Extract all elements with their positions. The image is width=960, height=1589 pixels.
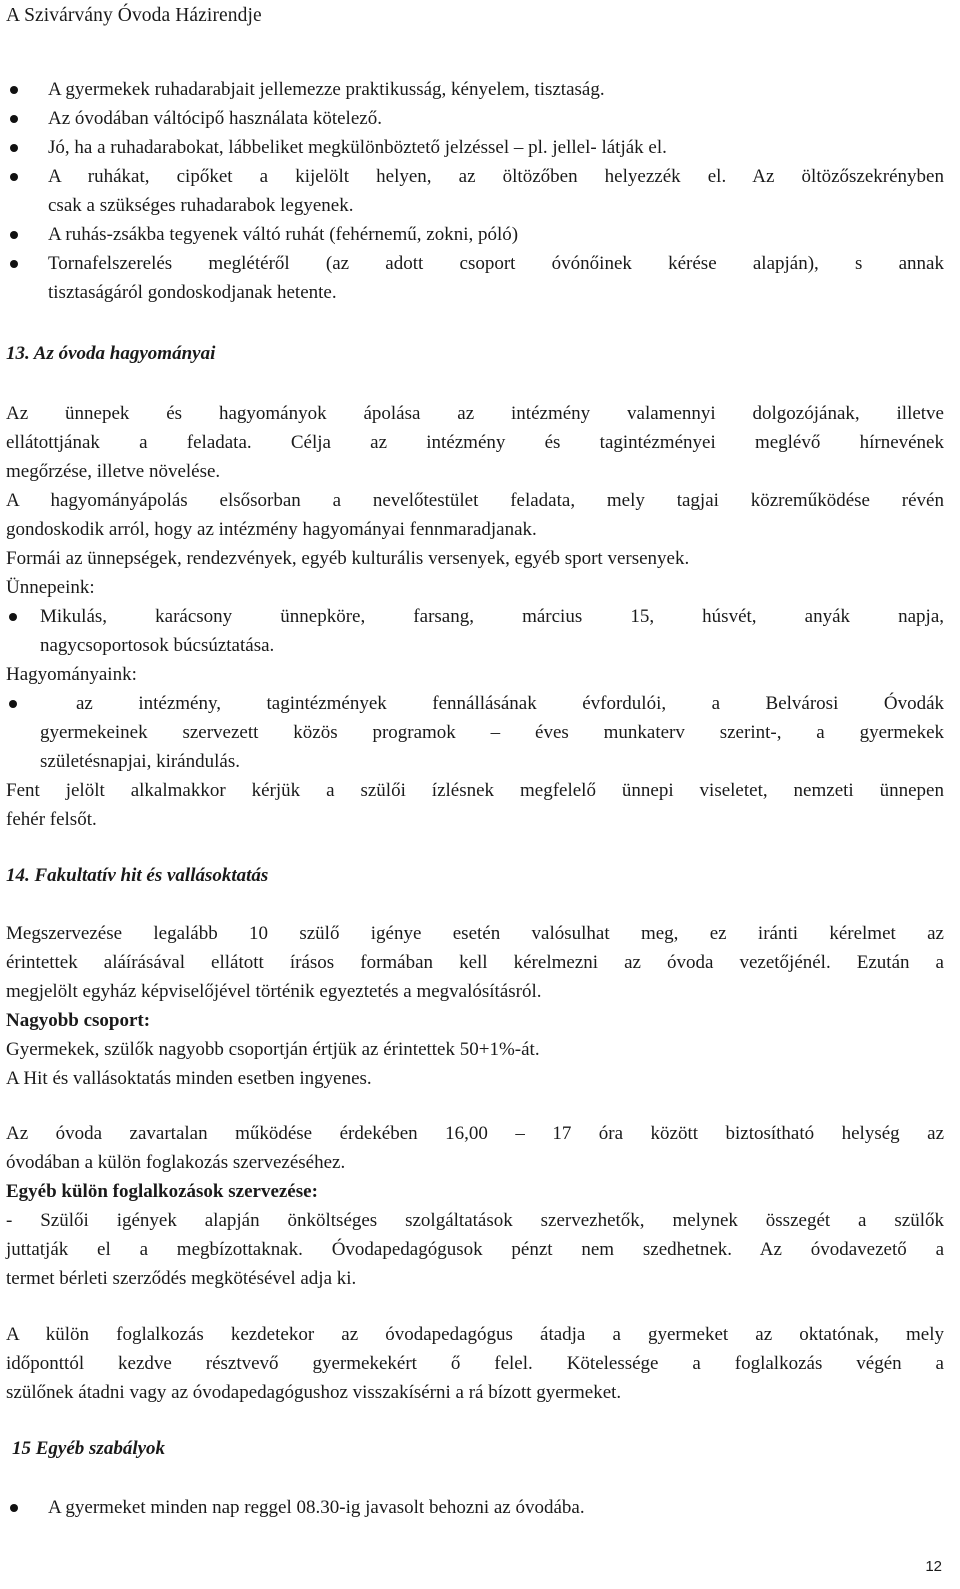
list-item: A ruhákat, cipőket a kijelölt helyen, az öltözőben helyezzék el. Az öltözőszekrényben (48, 166, 944, 187)
list-item: Mikulás, karácsony ünnepköre, farsang, március 15, húsvét, anyák napja, (40, 606, 944, 627)
paragraph-line: fehér felsőt. (6, 809, 97, 830)
list-item: Az óvodában váltócipő használata kötelező. (48, 108, 382, 129)
list-item: Tornafelszerelés meglétéről (az adott csoport óvónőinek kérése alapján), s annak (48, 253, 944, 274)
bullet-icon (10, 86, 18, 94)
paragraph-line: megőrzése, illetve növelése. (6, 461, 221, 482)
list-item: A gyermeket minden nap reggel 08.30-ig javasolt behozni az óvodába. (48, 1497, 585, 1518)
bullet-icon (10, 231, 18, 239)
paragraph-line: érintettek aláírásával ellátott írásos formában kell kérelmezni az óvoda vezetőjénél. Ezután a (6, 952, 944, 973)
paragraph-line: ellátottjának a feladata. Célja az intézmény és tagintézményei meglévő hírnevének (6, 432, 944, 453)
paragraph-line: megjelölt egyház képviselőjével történik egyeztetés a megvalósításról. (6, 981, 542, 1002)
list-item-continuation: tisztaságáról gondoskodjanak hetente. (48, 282, 337, 303)
paragraph-line: időponttól kezdve résztvevő gyermekekért ő felel. Kötelessége a foglalkozás végén a (6, 1353, 944, 1374)
page-header: A Szivárvány Óvoda Házirendje (6, 5, 262, 26)
page-number: 12 (925, 1558, 942, 1575)
paragraph-line: A Hit és vallásoktatás minden esetben ingyenes. (6, 1068, 372, 1089)
bullet-icon (10, 115, 18, 123)
bold-label: Egyéb külön foglalkozások szervezése: (6, 1181, 318, 1202)
paragraph-line: Gyermekek, szülők nagyobb csoportján értjük az érintettek 50+1%-át. (6, 1039, 540, 1060)
paragraph-line: Fent jelölt alkalmakkor kérjük a szülői ízlésnek megfelelő ünnepi viseletet, nemzeti ünnepen (6, 780, 944, 801)
list-item-continuation: születésnapjai, kirándulás. (40, 751, 240, 772)
list-item-continuation: csak a szükséges ruhadarabok legyenek. (48, 195, 354, 216)
paragraph-line: termet bérleti szerződés megkötésével adja ki. (6, 1268, 357, 1289)
label: Hagyományaink: (6, 664, 137, 685)
paragraph-line: Az ünnepek és hagyományok ápolása az intézmény valamennyi dolgozójának, illetve (6, 403, 944, 424)
list-item-continuation: nagycsoportosok búcsúztatása. (40, 635, 275, 656)
paragraph-line: Formái az ünnepségek, rendezvények, egyéb kulturális versenyek, egyéb sport versenyek. (6, 548, 690, 569)
paragraph-line: A hagyományápolás elsősorban a nevelőtestület feladata, mely tagjai közreműködése révén (6, 490, 944, 511)
paragraph-line: óvodában a külön foglakozás szervezéséhez. (6, 1152, 346, 1173)
label: Ünnepeink: (6, 577, 95, 598)
list-item: A gyermekek ruhadarabjait jellemezze praktikusság, kényelem, tisztaság. (48, 79, 605, 100)
paragraph-line: gondoskodik arról, hogy az intézmény hagyományai fennmaradjanak. (6, 519, 537, 540)
bullet-icon (10, 260, 18, 268)
bullet-icon (10, 1504, 18, 1512)
bullet-icon (10, 173, 18, 181)
section-heading: 13. Az óvoda hagyományai (6, 343, 216, 364)
bullet-icon (9, 613, 17, 621)
list-item: Jó, ha a ruhadarabokat, lábbeliket megkülönböztető jelzéssel – pl. jellel- látják el. (48, 137, 667, 158)
paragraph-line: A külön foglalkozás kezdetekor az óvodapedagógus átadja a gyermeket az oktatónak, mely (6, 1324, 944, 1345)
paragraph-line: szülőnek átadni vagy az óvodapedagógushoz visszakísérni a rá bízott gyermeket. (6, 1382, 622, 1403)
paragraph-line: Az óvoda zavartalan működése érdekében 16,00 – 17 óra között biztosítható helység az (6, 1123, 944, 1144)
section-heading: 14. Fakultatív hit és vallásoktatás (6, 865, 269, 886)
list-item-continuation: gyermekeinek szervezett közös programok – éves munkaterv szerint-, a gyermekek (40, 722, 944, 743)
list-item: A ruhás-zsákba tegyenek váltó ruhát (fehérnemű, zokni, póló) (48, 224, 519, 245)
paragraph-line: juttatják el a megbízottaknak. Óvodapedagógusok pénzt nem szedhetnek. Az óvodavezető a (6, 1239, 944, 1260)
paragraph-line: - Szülői igények alapján önköltséges szolgáltatások szervezhetők, melynek összegét a szülők (6, 1210, 944, 1231)
bullet-icon (10, 144, 18, 152)
list-item: az intézmény, tagintézmények fennállásának évfordulói, a Belvárosi Óvodák (76, 693, 944, 714)
bullet-icon (9, 700, 17, 708)
bold-label: Nagyobb csoport: (6, 1010, 151, 1031)
section-heading: 15 Egyéb szabályok (12, 1438, 166, 1459)
paragraph-line: Megszervezése legalább 10 szülő igénye esetén valósulhat meg, ez iránti kérelmet az (6, 923, 944, 944)
